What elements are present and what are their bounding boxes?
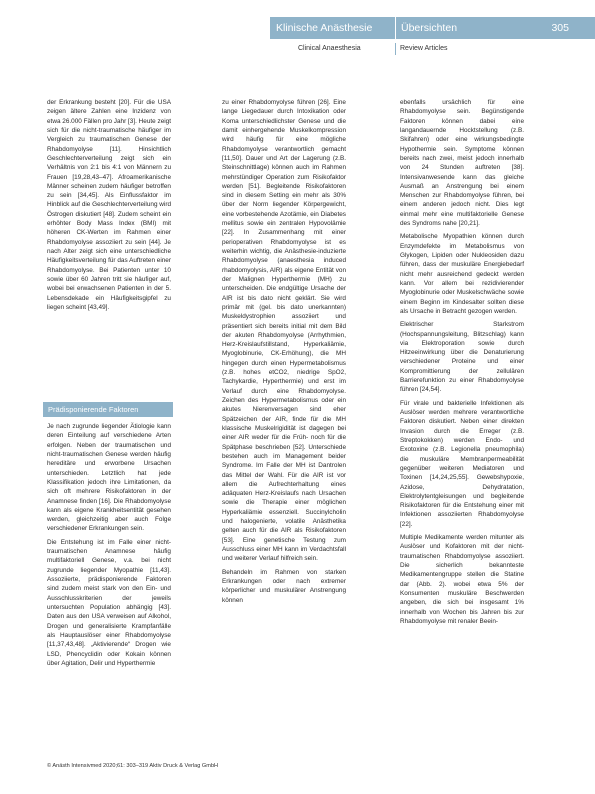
column-1-bottom: [47, 422, 171, 672]
sub-section: Clinical Anaesthesia: [298, 45, 361, 52]
header-section: Klinische Anästhesie: [276, 22, 373, 34]
page-number: 305: [551, 22, 569, 34]
paragraph: Multiple Medikamente werden mitunter als Auslöser und Kofaktoren mit der nicht-traumatischen Rhabdomyolyse assoziiert. Die sicherlich bekannteste Medikamentengruppe stellen die Statine dar (Abb. 2). wobei etwa 5% der Konsumenten muskuläre Beschwerden angeben, die sich bei insgesamt 1% innerhalb von Wochen bis Jahren bis zur Rhabdomyolyse mit renaler Beein-: [400, 534, 524, 625]
header-bar: [270, 17, 595, 39]
column-3: [400, 98, 524, 630]
paragraph: der Erkrankung besteht [20]. Für die USA zeigen ältere Zahlen eine Inzidenz von etwa 26.000 Fällen pro Jahr [3]. Heute zeigt sich für die nicht-traumatische häufiger im Vergleich zu traumatischen Genese der Rhabdomyolyse [11]. Hinsichtlich Geschlechterverteilung zeigt sich ein Verhältnis von 2:1 bis 4:1 von Männern zu Frauen [19,28,43–47]. Afroamerikanische Männer scheinen zudem häufiger betroffen zu sein [34,45]. Als Einflussfaktor im Hinblick auf die Geschlechterverteilung wird Östrogen diskutiert [48]. Zudem scheint ein erhöhter Body Mass Index (BMI) mit höheren CK-Werten im Rahmen einer Rhabdomyolyse assoziiert zu sein [44]. Je nach Alter zeigt sich eine unterschiedliche Häufigkeitsverteilung für das Auftreten einer Rhabdomyolyse. Bei Patienten unter 10 sowie über 60 Jahren tritt sie häufiger auf, wobei bei erwachsenen Patienten in der 5. Lebensdekade ein Häufigkeitsgipfel zu liegen scheint [43,49].: [47, 99, 171, 311]
paragraph: zu einer Rhabdomyolyse führen [26]. Eine lange Liegedauer durch Intoxikation oder Koma unterschiedlichster Genese und die damit einhergehende Muskelkompression wird häufig für eine mögliche Rhabdomyolyse verantwortlich gemacht [11,50]. Dauer und Art der Lagerung (z.B. Steinschnittlage) können auch im Rahmen mehrstündiger Operation zum Risikofaktor werden [51]. Begleitende Risikofaktoren sind in diesem Setting ein mehr als 30% über der Norm liegender Körpergewicht, eine vorbestehende Azotämie, ein Diabetes mellitus sowie ein zentralen Hypovolämie [22]. In Zusammenhang mit einer perioperativen Rhabdomyolyse ist es weiterhin wichtig, die Anästhesie-induzierte Rhabdomyolyse (anaesthesia induced rhabdomyolysis, AIR) als eigene Entität von der Malignen Hyperthermie (MH) zu unterscheiden. Die endgültige Ursache der AIR ist bis dato nicht geklärt. Sie wird primär mit (gel. bis dato unerkannten) Muskeldystrophien assoziiert und präsentiert sich bereits initial mit dem Bild der akuten Rhabdomyolyse (Arrhythmien, Herz-Kreislaufstillstand, Hyperkaliämie, Myoglobinurie, CK-Erhöhung), die MH hingegen durch einen Hypermetabolismus (z.B. hohes etCO2, niedrige SpO2, Tachykardie, Hyperthermie) und erst im Verlauf durch eine Rhabdomyolyse. Zeichen des Hypermetabolismus oder ein akutes Nierenversagen sind eher Spätzeichen der AIR, finde für die MH klassische Muskelrigidität ist dagegen bei einer AIR weder für die Früh- noch für die Spätphase beschrieben [52]. Unterschiede bestehen auch im Management beider Syndrome. Im Falle der MH ist Dantrolen das Mittel der Wahl. Für die AIR ist vor allem die Aufrechterhaltung eines adäquaten Herz-Kreislaufs nach Ursachen sowie die Therapie einer möglichen Hyperkaliämie essenziell. Succinylcholin und halogenierte, volatile Anästhetika gelten auch für die AIR als Risikofaktoren [53]. Eine genetische Testung zum Ausschluss einer MH kann im Verdachtsfall und weiterer Verlauf hilfreich sein.: [222, 99, 346, 563]
paragraph: Für virale und bakterielle Infektionen als Auslöser werden mehrere verantwortliche Faktoren diskutiert. Neben einer direkten Invasion durch die Erreger (z.B. Streptokokken) werden Endo- und Exotoxine (z.B. Legionella pneumophila) die muskuläre Membranpermeabilität gegenüber weiteren Mediatoren und Toxinen [14,24,25,55]. Gewebshypoxie, Azidose, Dehydratation, Elektrolytentgleisungen und begleitende Risikofaktoren für die Entstehung einer mit Infektionen assoziierten Rhabdomyolyse [22].: [400, 399, 524, 528]
sub-divider: [395, 43, 396, 55]
header-divider: [395, 17, 396, 39]
section-heading: Prädisponierende Faktoren: [43, 402, 173, 417]
paragraph: ebenfalls ursächlich für eine Rhabdomyolyse sein. Begünstigende Faktoren können dabei eine langandauernde Hocktstellung (z.B. Skifahren) oder eine wirkungsbedingte Hypothermie sein. Symptome können bereits nach zwei, meist jedoch innerhalb von 24 Stunden auftreten [38]. Intensivanwesende kann das gleiche Ausmaß an Anstrengung bei einem Menschen zur Rhabdomyolyse führen, bei einem anderen jedoch nicht. Dies legt einmal mehr eine multifaktorielle Genese des Syndroms nahe [20,21].: [400, 99, 524, 228]
paragraph: Metabolische Myopathien können durch Enzymdefekte im Metabolismus von Glykogen, Lipiden oder Nukleosiden dazu führen, dass der muskuläre Energiebedarf nicht mehr ausreichend gedeckt werden kann. Vor allem bei rezidivierender Myoglobinurie oder Muskelschwäche sowie einem Beginn im Kindesalter sollten diese als Ursache in Betracht gezogen werden.: [400, 233, 524, 315]
header-category: Übersichten: [401, 22, 458, 34]
column-2: [222, 98, 346, 609]
footer-copyright: © Anästh Intensivmed 2020;61: 303–319 Aktiv Druck & Verlag GmbH: [47, 763, 219, 769]
paragraph: Die Entstehung ist im Falle einer nicht-traumatischen Anamnese häufig multifaktoriell Genese, v.a. bei nicht zugrunde liegender Myopathie [11,43]. Assoziierte, prädisponierende Faktoren sind zudem meist stark von den Ein- und Ausschlusskriterien der jeweils untersuchten Population abhängig [43]. Daten aus den USA verweisen auf Alkohol, Drogen und generalisierte Krampfanfälle als Hauptauslöser einer Rhabdomyolyse [11,37,43,48]. „Aktivierende“ Drogen wie LSD, Phencyclidin oder Kokain können über Agitation, Delir und Hyperthermie: [47, 538, 171, 667]
paragraph: Behandeln im Rahmen von starken Erkrankungen oder nach extremer körperlicher und muskulärer Anstrengung können: [222, 568, 346, 604]
paragraph: Elektrischer Starkstrom (Hochspannungsleitung, Blitzschlag) kann via Elektroporation sowie durch Hitzeeinwirkung über die Denaturierung verschiedener Proteine und einer Kompromittierung der zellulären Barrierefunktion zu einer Rhabdomyolyse führen [24,54].: [400, 321, 524, 394]
column-1-top: [47, 98, 171, 316]
sub-category: Review Articles: [400, 45, 448, 52]
paragraph: Je nach zugrunde liegender Ätiologie kann deren Einteilung auf verschiedene Arten erfolgen. Neben der traumatischen und nicht-traumatischen Genese werden häufig hereditäre und erworbene Ursachen unterschieden. Letztlich hat jede Klassifikation jedoch ihre Limitationen, da sich oft mehrere Risikofaktoren in der Anamnese finden [16]. Die Rhabdomyolyse kann als eigene Krankheitsentität gesehen werden, gleichzeitig aber auch Folge verschiedener Erkrankungen sein.: [47, 423, 171, 533]
